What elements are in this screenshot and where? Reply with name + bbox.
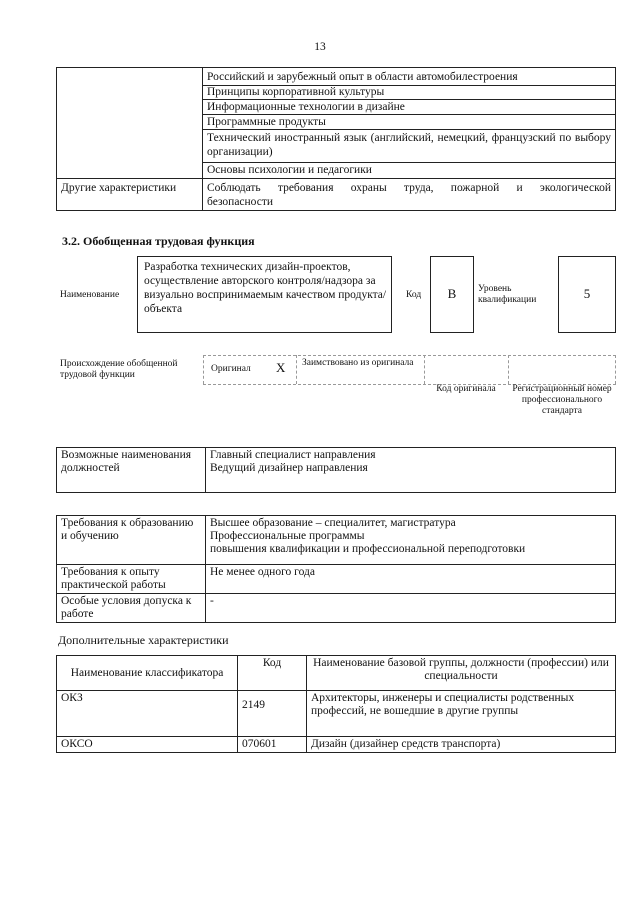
code-original-caption: Код оригинала [436,384,496,394]
reg-number-caption: Регистрационный номер профессионального стандарта [512,384,612,416]
requirements-table [56,515,616,623]
other-characteristics-line: Соблюдать требования охраны труда, пожарной и экологической [207,182,611,194]
special-conditions-value: - [206,594,616,623]
position-item: Главный специалист направления [210,449,376,461]
knowledge-item: Программные продукты [207,116,326,128]
positions-label: Возможные наименования должностей [57,448,206,493]
extra-title: Дополнительные характеристики [58,633,229,647]
experience-value: Не менее одного года [206,565,616,594]
positions-values [206,448,616,493]
code-value-box [430,256,474,333]
education-item: Высшее образование – специалитет, магистратура [210,517,456,529]
origin-label: Происхождение обобщенной трудовой функции [60,359,178,380]
level-value: 5 [583,286,591,301]
knowledge-item: Принципы корпоративной культуры [207,86,385,98]
education-values [206,516,616,565]
classifier-code: 070601 [238,737,307,753]
knowledge-item: Российский и зарубежный опыт в области автомобилестроения [207,71,518,83]
level-value-box [558,256,616,333]
education-item: повышения квалификации и профессиональной переподготовки [210,543,526,555]
classifier-code: 2149 [238,691,307,737]
table-row [57,691,616,737]
knowledge-item: Информационные технологии в дизайне [207,101,405,113]
header-description: Наименование базовой группы, должности (профессии) или специальности [307,656,616,691]
name-label: Наименование [60,290,120,300]
original-mark: X [276,360,286,375]
position-item: Ведущий дизайнер направления [210,462,368,474]
classifier-name: ОКЗ [57,691,238,737]
header-code: Код [238,656,307,691]
level-label: Уровень квалификации [478,284,537,305]
table-row [57,737,616,753]
header-classifier: Наименование классификатора [57,656,238,691]
classifier-name: ОКСО [57,737,238,753]
education-label: Требования к образованию и обучению [57,516,206,565]
knowledge-item: Основы психологии и педагогики [207,164,372,176]
other-characteristics-label: Другие характеристики [61,182,177,194]
page-number: 13 [314,41,326,53]
other-characteristics-line: безопасности [207,196,274,208]
experience-label: Требования к опыту практической работы [57,565,206,594]
name-value: Разработка технических дизайн-проектов, осуществление авторского контроля/надзора за визуально воспринимаемым качеством продукта/объекта [144,261,387,315]
knowledge-item: Технический иностранный язык (английский, немецкий, французский по выбору организации) [207,132,611,158]
positions-table [56,447,616,493]
classifier-desc: Архитекторы, инженеры и специалисты родственных профессий, не вошедшие в другие группы [307,691,616,737]
original-label: Оригинал [211,364,251,374]
code-label: Код [406,290,422,300]
special-conditions-label: Особые условия допуска к работе [57,594,206,623]
classifier-table [56,655,616,753]
section-title: 3.2. Обобщенная трудовая функция [62,234,255,248]
code-value: B [447,286,457,301]
education-item: Профессиональные программы [210,530,365,542]
borrowed-label: Заимствовано из оригинала [302,358,414,368]
classifier-desc: Дизайн (дизайнер средств транспорта) [307,737,616,753]
name-value-box [137,256,392,333]
